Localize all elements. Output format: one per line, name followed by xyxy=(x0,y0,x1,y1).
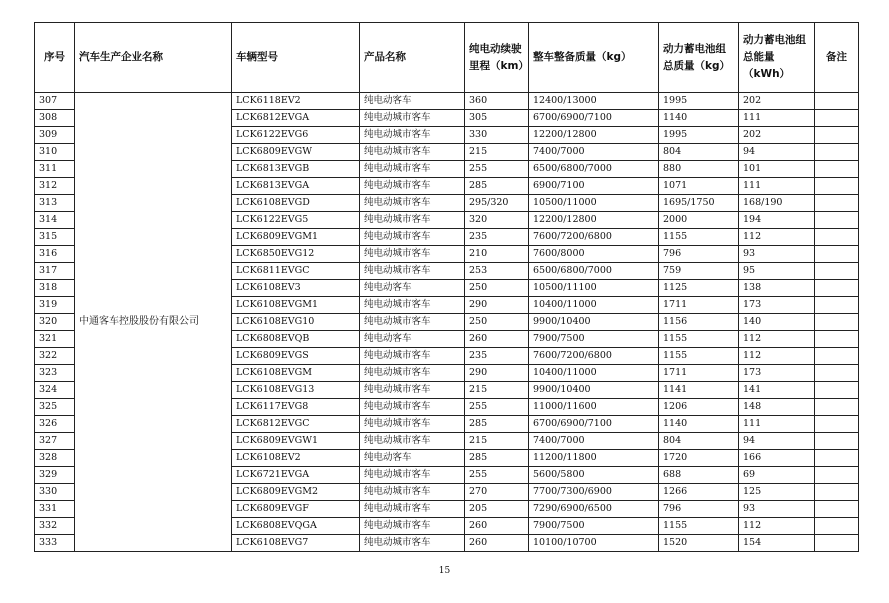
cell-battery-energy: 166 xyxy=(739,450,815,467)
cell-manufacturer: 中通客车控股股份有限公司 xyxy=(75,93,232,552)
table-header xyxy=(35,23,859,93)
cell-model: LCK6812EVGA xyxy=(232,110,360,127)
cell-battery-mass: 1520 xyxy=(659,535,739,552)
cell-range: 290 xyxy=(465,365,529,382)
cell-remarks xyxy=(815,416,859,433)
cell-range: 305 xyxy=(465,110,529,127)
cell-mass: 7600/8000 xyxy=(529,246,659,263)
cell-seq: 323 xyxy=(35,365,75,382)
cell-seq: 326 xyxy=(35,416,75,433)
cell-mass: 10400/11000 xyxy=(529,365,659,382)
cell-remarks xyxy=(815,518,859,535)
cell-seq: 322 xyxy=(35,348,75,365)
cell-product: 纯电动城市客车 xyxy=(360,178,465,195)
cell-battery-mass: 1206 xyxy=(659,399,739,416)
cell-battery-energy: 111 xyxy=(739,416,815,433)
cell-product: 纯电动城市客车 xyxy=(360,484,465,501)
cell-model: LCK6850EVG12 xyxy=(232,246,360,263)
cell-battery-mass: 796 xyxy=(659,246,739,263)
cell-seq: 314 xyxy=(35,212,75,229)
cell-product: 纯电动城市客车 xyxy=(360,348,465,365)
cell-mass: 11000/11600 xyxy=(529,399,659,416)
cell-product: 纯电动客车 xyxy=(360,93,465,110)
cell-battery-energy: 101 xyxy=(739,161,815,178)
header-mass: 整车整备质量（kg） xyxy=(529,23,659,93)
cell-battery-mass: 1995 xyxy=(659,127,739,144)
cell-remarks xyxy=(815,331,859,348)
cell-battery-mass: 1140 xyxy=(659,416,739,433)
cell-battery-energy: 112 xyxy=(739,518,815,535)
cell-seq: 329 xyxy=(35,467,75,484)
cell-range: 295/320 xyxy=(465,195,529,212)
cell-remarks xyxy=(815,110,859,127)
cell-remarks xyxy=(815,467,859,484)
cell-battery-mass: 1155 xyxy=(659,229,739,246)
cell-mass: 7400/7000 xyxy=(529,144,659,161)
cell-remarks xyxy=(815,501,859,518)
cell-seq: 325 xyxy=(35,399,75,416)
cell-model: LCK6108EVG7 xyxy=(232,535,360,552)
cell-battery-mass: 1155 xyxy=(659,348,739,365)
cell-range: 290 xyxy=(465,297,529,314)
cell-model: LCK6809EVGS xyxy=(232,348,360,365)
cell-battery-energy: 168/190 xyxy=(739,195,815,212)
cell-product: 纯电动城市客车 xyxy=(360,467,465,484)
cell-remarks xyxy=(815,212,859,229)
cell-remarks xyxy=(815,263,859,280)
cell-product: 纯电动城市客车 xyxy=(360,518,465,535)
cell-battery-mass: 1155 xyxy=(659,331,739,348)
cell-remarks xyxy=(815,314,859,331)
cell-model: LCK6809EVGM2 xyxy=(232,484,360,501)
cell-remarks xyxy=(815,450,859,467)
cell-mass: 6900/7100 xyxy=(529,178,659,195)
cell-battery-energy: 93 xyxy=(739,501,815,518)
cell-battery-mass: 1141 xyxy=(659,382,739,399)
cell-mass: 7900/7500 xyxy=(529,331,659,348)
cell-mass: 6500/6800/7000 xyxy=(529,263,659,280)
cell-model: LCK6808EVQB xyxy=(232,331,360,348)
cell-remarks xyxy=(815,161,859,178)
cell-range: 215 xyxy=(465,382,529,399)
cell-battery-mass: 2000 xyxy=(659,212,739,229)
cell-product: 纯电动城市客车 xyxy=(360,127,465,144)
cell-battery-mass: 1125 xyxy=(659,280,739,297)
cell-range: 270 xyxy=(465,484,529,501)
header-range: 纯电动续驶里程（km） xyxy=(465,23,529,93)
cell-model: LCK6811EVGC xyxy=(232,263,360,280)
cell-remarks xyxy=(815,535,859,552)
cell-range: 255 xyxy=(465,467,529,484)
cell-mass: 9900/10400 xyxy=(529,314,659,331)
cell-range: 260 xyxy=(465,331,529,348)
cell-product: 纯电动城市客车 xyxy=(360,212,465,229)
cell-seq: 307 xyxy=(35,93,75,110)
cell-product: 纯电动城市客车 xyxy=(360,263,465,280)
cell-range: 250 xyxy=(465,314,529,331)
header-battery-energy: 动力蓄电池组总能量（kWh） xyxy=(739,23,815,93)
cell-battery-energy: 202 xyxy=(739,93,815,110)
cell-remarks xyxy=(815,127,859,144)
cell-seq: 308 xyxy=(35,110,75,127)
cell-seq: 332 xyxy=(35,518,75,535)
cell-seq: 317 xyxy=(35,263,75,280)
cell-battery-mass: 796 xyxy=(659,501,739,518)
cell-range: 235 xyxy=(465,348,529,365)
cell-seq: 324 xyxy=(35,382,75,399)
cell-model: LCK6813EVGB xyxy=(232,161,360,178)
cell-battery-energy: 125 xyxy=(739,484,815,501)
header-seq: 序号 xyxy=(35,23,75,93)
cell-remarks xyxy=(815,280,859,297)
cell-battery-mass: 1156 xyxy=(659,314,739,331)
cell-mass: 6700/6900/7100 xyxy=(529,416,659,433)
cell-range: 330 xyxy=(465,127,529,144)
cell-product: 纯电动城市客车 xyxy=(360,433,465,450)
cell-remarks xyxy=(815,246,859,263)
header-row xyxy=(35,23,859,93)
cell-battery-energy: 93 xyxy=(739,246,815,263)
cell-model: LCK6108EV3 xyxy=(232,280,360,297)
cell-battery-energy: 112 xyxy=(739,229,815,246)
cell-range: 260 xyxy=(465,518,529,535)
cell-mass: 9900/10400 xyxy=(529,382,659,399)
cell-seq: 330 xyxy=(35,484,75,501)
cell-product: 纯电动城市客车 xyxy=(360,501,465,518)
cell-remarks xyxy=(815,484,859,501)
cell-mass: 7600/7200/6800 xyxy=(529,229,659,246)
cell-remarks xyxy=(815,229,859,246)
cell-battery-mass: 1155 xyxy=(659,518,739,535)
cell-battery-energy: 140 xyxy=(739,314,815,331)
cell-product: 纯电动城市客车 xyxy=(360,144,465,161)
cell-battery-energy: 111 xyxy=(739,178,815,195)
header-remarks: 备注 xyxy=(815,23,859,93)
cell-mass: 7900/7500 xyxy=(529,518,659,535)
cell-range: 253 xyxy=(465,263,529,280)
cell-range: 250 xyxy=(465,280,529,297)
cell-model: LCK6108EV2 xyxy=(232,450,360,467)
cell-battery-mass: 1995 xyxy=(659,93,739,110)
header-battery-mass: 动力蓄电池组总质量（kg） xyxy=(659,23,739,93)
cell-seq: 310 xyxy=(35,144,75,161)
cell-seq: 318 xyxy=(35,280,75,297)
cell-model: LCK6809EVGM1 xyxy=(232,229,360,246)
cell-battery-energy: 141 xyxy=(739,382,815,399)
cell-battery-mass: 688 xyxy=(659,467,739,484)
cell-battery-energy: 202 xyxy=(739,127,815,144)
cell-seq: 313 xyxy=(35,195,75,212)
cell-seq: 309 xyxy=(35,127,75,144)
cell-mass: 7600/7200/6800 xyxy=(529,348,659,365)
cell-range: 260 xyxy=(465,535,529,552)
cell-range: 255 xyxy=(465,161,529,178)
cell-mass: 10400/11000 xyxy=(529,297,659,314)
cell-battery-energy: 94 xyxy=(739,433,815,450)
cell-range: 360 xyxy=(465,93,529,110)
cell-mass: 10500/11000 xyxy=(529,195,659,212)
cell-range: 215 xyxy=(465,433,529,450)
cell-battery-energy: 148 xyxy=(739,399,815,416)
cell-range: 255 xyxy=(465,399,529,416)
cell-battery-energy: 173 xyxy=(739,365,815,382)
table-row xyxy=(35,93,859,110)
cell-seq: 312 xyxy=(35,178,75,195)
cell-battery-mass: 1711 xyxy=(659,365,739,382)
cell-seq: 319 xyxy=(35,297,75,314)
header-maker: 汽车生产企业名称 xyxy=(75,23,232,93)
cell-battery-mass: 1071 xyxy=(659,178,739,195)
cell-product: 纯电动客车 xyxy=(360,331,465,348)
cell-model: LCK6809EVGW xyxy=(232,144,360,161)
cell-seq: 316 xyxy=(35,246,75,263)
cell-seq: 331 xyxy=(35,501,75,518)
cell-mass: 5600/5800 xyxy=(529,467,659,484)
cell-range: 205 xyxy=(465,501,529,518)
cell-seq: 320 xyxy=(35,314,75,331)
cell-seq: 311 xyxy=(35,161,75,178)
cell-battery-energy: 94 xyxy=(739,144,815,161)
cell-battery-energy: 69 xyxy=(739,467,815,484)
cell-remarks xyxy=(815,399,859,416)
cell-battery-mass: 1711 xyxy=(659,297,739,314)
cell-remarks xyxy=(815,297,859,314)
cell-battery-mass: 880 xyxy=(659,161,739,178)
cell-remarks xyxy=(815,195,859,212)
cell-product: 纯电动城市客车 xyxy=(360,161,465,178)
cell-product: 纯电动城市客车 xyxy=(360,365,465,382)
cell-remarks xyxy=(815,365,859,382)
cell-remarks xyxy=(815,348,859,365)
cell-battery-energy: 112 xyxy=(739,331,815,348)
cell-range: 285 xyxy=(465,416,529,433)
cell-battery-energy: 112 xyxy=(739,348,815,365)
cell-range: 285 xyxy=(465,178,529,195)
cell-battery-mass: 1140 xyxy=(659,110,739,127)
cell-mass: 7290/6900/6500 xyxy=(529,501,659,518)
cell-product: 纯电动客车 xyxy=(360,280,465,297)
cell-mass: 10100/10700 xyxy=(529,535,659,552)
page-number: 15 xyxy=(438,566,451,576)
cell-model: LCK6108EVGM xyxy=(232,365,360,382)
cell-model: LCK6108EVG13 xyxy=(232,382,360,399)
cell-battery-energy: 138 xyxy=(739,280,815,297)
cell-range: 215 xyxy=(465,144,529,161)
cell-product: 纯电动城市客车 xyxy=(360,382,465,399)
cell-model: LCK6122EVG6 xyxy=(232,127,360,144)
cell-model: LCK6117EVG8 xyxy=(232,399,360,416)
cell-model: LCK6108EVGD xyxy=(232,195,360,212)
cell-model: LCK6108EVG10 xyxy=(232,314,360,331)
header-model: 车辆型号 xyxy=(232,23,360,93)
cell-battery-energy: 111 xyxy=(739,110,815,127)
cell-battery-mass: 804 xyxy=(659,433,739,450)
cell-product: 纯电动城市客车 xyxy=(360,297,465,314)
cell-range: 285 xyxy=(465,450,529,467)
cell-mass: 11200/11800 xyxy=(529,450,659,467)
cell-battery-energy: 173 xyxy=(739,297,815,314)
cell-product: 纯电动城市客车 xyxy=(360,535,465,552)
cell-model: LCK6813EVGA xyxy=(232,178,360,195)
cell-model: LCK6808EVQGA xyxy=(232,518,360,535)
cell-product: 纯电动城市客车 xyxy=(360,399,465,416)
cell-product: 纯电动城市客车 xyxy=(360,416,465,433)
cell-model: LCK6809EVGF xyxy=(232,501,360,518)
cell-mass: 6500/6800/7000 xyxy=(529,161,659,178)
cell-model: LCK6721EVGA xyxy=(232,467,360,484)
cell-range: 320 xyxy=(465,212,529,229)
cell-remarks xyxy=(815,178,859,195)
cell-battery-mass: 804 xyxy=(659,144,739,161)
vehicle-catalog-table xyxy=(34,22,859,552)
cell-seq: 327 xyxy=(35,433,75,450)
cell-remarks xyxy=(815,433,859,450)
cell-remarks xyxy=(815,144,859,161)
cell-model: LCK6108EVGM1 xyxy=(232,297,360,314)
cell-remarks xyxy=(815,382,859,399)
cell-battery-mass: 759 xyxy=(659,263,739,280)
table-body xyxy=(35,93,859,552)
cell-product: 纯电动城市客车 xyxy=(360,314,465,331)
cell-battery-energy: 95 xyxy=(739,263,815,280)
cell-model: LCK6812EVGC xyxy=(232,416,360,433)
cell-product: 纯电动城市客车 xyxy=(360,246,465,263)
cell-mass: 12200/12800 xyxy=(529,212,659,229)
cell-range: 210 xyxy=(465,246,529,263)
cell-mass: 10500/11100 xyxy=(529,280,659,297)
cell-battery-mass: 1720 xyxy=(659,450,739,467)
cell-product: 纯电动城市客车 xyxy=(360,229,465,246)
cell-product: 纯电动城市客车 xyxy=(360,195,465,212)
cell-remarks xyxy=(815,93,859,110)
cell-battery-mass: 1695/1750 xyxy=(659,195,739,212)
cell-mass: 7400/7000 xyxy=(529,433,659,450)
cell-mass: 12200/12800 xyxy=(529,127,659,144)
cell-seq: 315 xyxy=(35,229,75,246)
cell-battery-mass: 1266 xyxy=(659,484,739,501)
cell-mass: 12400/13000 xyxy=(529,93,659,110)
cell-seq: 321 xyxy=(35,331,75,348)
cell-battery-energy: 154 xyxy=(739,535,815,552)
cell-model: LCK6122EVG5 xyxy=(232,212,360,229)
cell-range: 235 xyxy=(465,229,529,246)
cell-seq: 333 xyxy=(35,535,75,552)
cell-battery-energy: 194 xyxy=(739,212,815,229)
cell-mass: 7700/7300/6900 xyxy=(529,484,659,501)
cell-model: LCK6809EVGW1 xyxy=(232,433,360,450)
cell-mass: 6700/6900/7100 xyxy=(529,110,659,127)
cell-model: LCK6118EV2 xyxy=(232,93,360,110)
cell-seq: 328 xyxy=(35,450,75,467)
header-product: 产品名称 xyxy=(360,23,465,93)
cell-product: 纯电动城市客车 xyxy=(360,110,465,127)
cell-product: 纯电动客车 xyxy=(360,450,465,467)
